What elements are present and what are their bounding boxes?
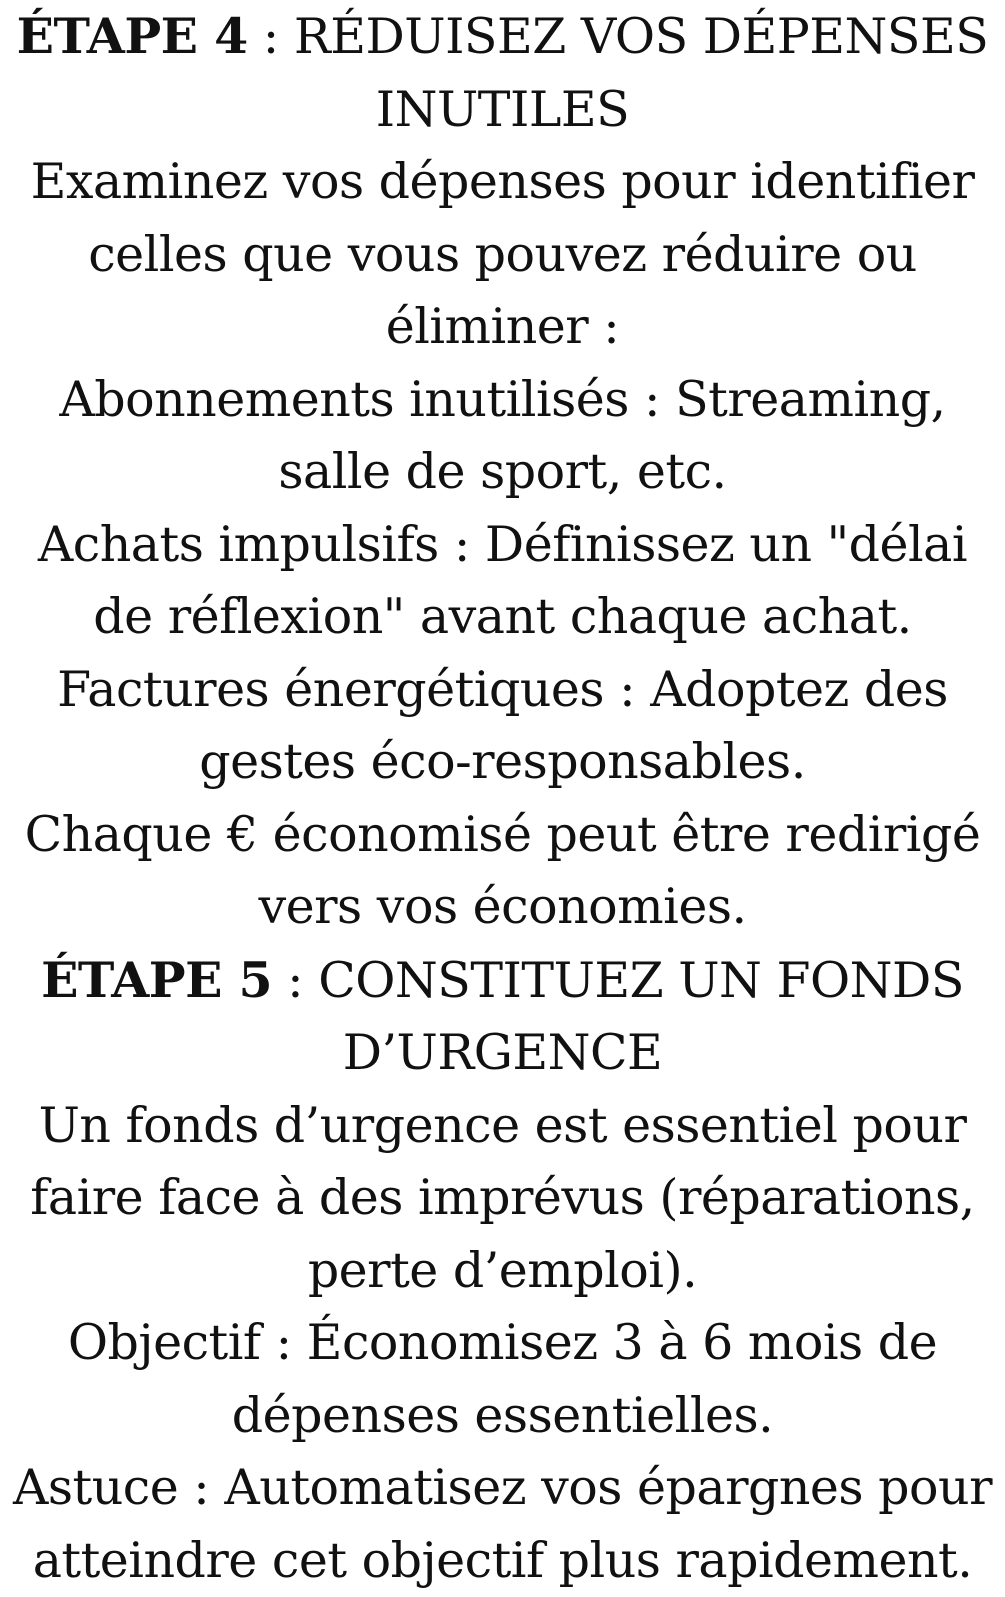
step5-label: ÉTAPE 5 xyxy=(41,950,273,1009)
step4-intro: Examinez vos dépenses pour identifier celles que vous pouvez réduire ou éliminer : xyxy=(30,153,975,355)
step4-conclusion: Chaque € économisé peut être redirigé vers vos économies. xyxy=(24,805,981,935)
step4-item-impulse: Achats impulsifs : Définissez un "délai de réflexion" avant chaque achat. xyxy=(37,515,968,645)
step5-title: : CONSTITUEZ UN FONDS D’URGENCE xyxy=(272,951,964,1081)
step4-label: ÉTAPE 4 xyxy=(16,7,248,65)
step4-item-energy: Factures énergétiques : Adoptez des gestes éco-responsables. xyxy=(57,660,948,790)
step5-heading xyxy=(0,944,1005,1090)
step5-objective: Objectif : Économisez 3 à 6 mois de dépenses essentielles. xyxy=(67,1314,938,1444)
step5-intro: Un fonds d’urgence est essentiel pour faire face à des imprévus (réparations, perte d’emploi). xyxy=(30,1096,975,1299)
step5-tip: Astuce : Automatisez vos épargnes pour atteindre cet objectif plus rapidement. xyxy=(13,1459,992,1589)
step4-title: : RÉDUISEZ VOS DÉPENSES INUTILES xyxy=(247,8,989,138)
step4-heading xyxy=(0,0,1005,146)
step4-item-subscriptions: Abonnements inutilisés : Streaming, salle de sport, etc. xyxy=(59,370,946,500)
